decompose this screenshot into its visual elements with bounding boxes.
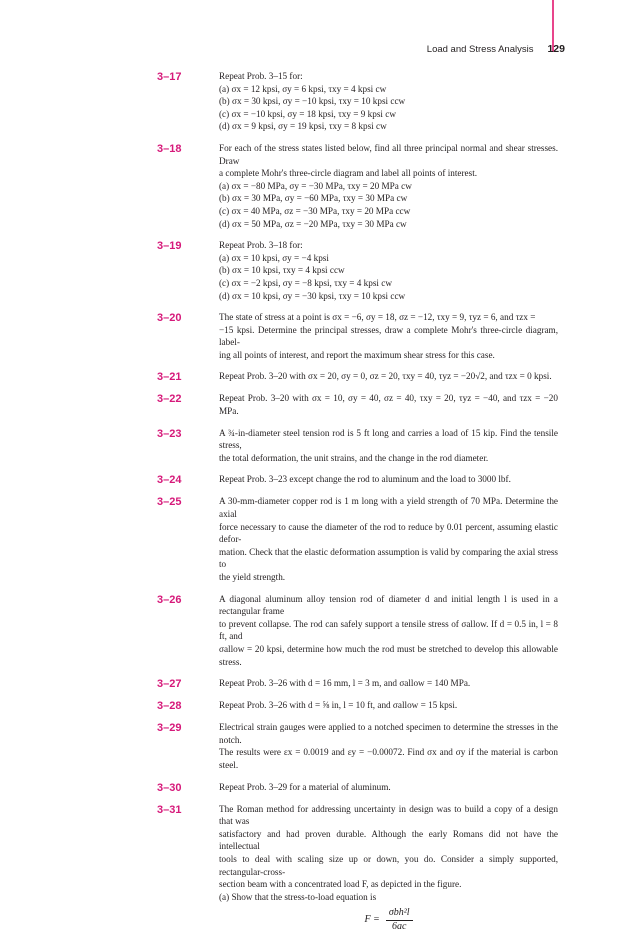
equation-numerator: σbh²l	[386, 907, 413, 921]
problem-line: Repeat Prob. 3–29 for a material of aluminum.	[219, 781, 391, 792]
problem-line: a complete Mohr's three-circle diagram and label all points of interest.	[219, 168, 478, 179]
problem-line: satisfactory and had proven durable. Although the early Romans did not have the intellectual	[219, 828, 558, 852]
problem-number: 3–21	[157, 371, 182, 384]
problem-line: ing all points of interest, and report the maximum shear stress for this case.	[219, 349, 495, 360]
problem-item	[143, 370, 558, 383]
problem-line: The Roman method for addressing uncertainty in design was to build a copy of a design that was	[219, 803, 558, 827]
problem-line: Repeat Prob. 3–18 for:	[219, 240, 303, 251]
problem-line: A diagonal aluminum alloy tension rod of diameter d and initial length l is used in a rectangular frame	[219, 593, 558, 617]
running-title: Load and Stress Analysis	[426, 44, 534, 55]
problem-number: 3–19	[157, 240, 182, 253]
problem-line: Repeat Prob. 3–23 except change the rod to aluminum and the load to 3000 lbf.	[219, 474, 511, 485]
problem-line: (d) σx = 50 MPa, σz = −20 MPa, τxy = 30 MPa cw	[219, 218, 407, 229]
problem-number: 3–27	[157, 678, 182, 691]
problem-item	[143, 677, 558, 690]
problem-line: Repeat Prob. 3–26 with d = ⅝ in, l = 10 ft, and σallow = 15 kpsi.	[219, 700, 458, 711]
problem-line: (c) σx = −2 kpsi, σy = −8 kpsi, τxy = 4 kpsi cw	[219, 277, 392, 288]
problem-text	[219, 370, 558, 383]
page-number: 129	[547, 43, 565, 55]
problem-text	[219, 677, 558, 690]
problem-item	[143, 593, 558, 669]
problem-number: 3–20	[157, 312, 182, 325]
problem-line: the yield strength.	[219, 572, 286, 582]
problem-line: (a) Show that the stress-to-load equation is	[219, 891, 377, 902]
problem-number: 3–23	[157, 427, 182, 440]
problem-line: (a) σx = 10 kpsi, σy = −4 kpsi	[219, 252, 329, 263]
problem-line: tools to deal with scaling size up or down, you do. Consider a simply supported, rectangular-cross-	[219, 853, 558, 877]
problem-line: to prevent collapse. The rod can safely support a tensile stress of σallow. If d = 0.5 in, l = 8 ft, and	[219, 618, 558, 642]
problem-line: A ¾-in-diameter steel tension rod is 5 ft long and carries a load of 15 kip. Find the tensile stress,	[219, 427, 558, 451]
stress-load-equation	[219, 907, 558, 933]
problem-line: (c) σx = −10 kpsi, σy = 18 kpsi, τxy = 9 kpsi cw	[219, 108, 396, 119]
problem-text	[219, 473, 558, 486]
equation-denominator: 6ac	[391, 920, 407, 932]
problem-text	[219, 593, 558, 669]
problem-line: The state of stress at a point is σx = −6, σy = 18, σz = −12, τxy = 9, τyz = 6, and τzx =	[219, 312, 536, 323]
problem-number: 3–24	[157, 474, 182, 487]
problem-line: (c) σx = 40 MPa, σz = −30 MPa, τxy = 20 MPa ccw	[219, 205, 411, 216]
problem-line: A 30-mm-diameter copper rod is 1 m long with a yield strength of 70 MPa. Determine the axial	[219, 496, 558, 520]
problem-line: (a) σx = 12 kpsi, σy = 6 kpsi, τxy = 4 kpsi cw	[219, 83, 387, 94]
problem-number: 3–28	[157, 700, 182, 713]
problem-text	[219, 392, 558, 417]
problem-line: −15 kpsi. Determine the principal stresses, draw a complete Mohr's three-circle diagram, label-	[219, 324, 558, 348]
problems-list	[143, 70, 558, 942]
problem-line: Repeat Prob. 3–20 with σx = 10, σy = 40, σz = 40, τxy = 20, τyz = −40, and τzx = −20 MPa.	[219, 393, 558, 417]
problem-number: 3–26	[157, 593, 182, 606]
equation-fraction	[386, 907, 413, 933]
problem-line: The results were εx = 0.0019 and εy = −0.00072. Find σx and σy if the material is carbon steel.	[219, 747, 558, 770]
problem-line: (d) σx = 9 kpsi, σy = 19 kpsi, τxy = 8 kpsi cw	[219, 121, 387, 132]
problem-text	[219, 239, 558, 302]
problem-item	[143, 239, 558, 302]
problem-line: (b) σx = 30 MPa, σy = −60 MPa, τxy = 30 MPa cw	[219, 193, 408, 204]
problem-item	[143, 142, 558, 230]
problem-number: 3–25	[157, 496, 182, 509]
problem-line: σallow = 20 kpsi, determine how much the rod must be stretched to develop this allowable stress.	[219, 643, 558, 667]
problem-item	[143, 721, 558, 771]
problem-text	[219, 70, 558, 133]
equation-lhs: F =	[364, 914, 380, 926]
problem-item	[143, 392, 558, 417]
problem-number: 3–22	[157, 393, 182, 406]
page-header	[427, 43, 565, 55]
problem-number: 3–31	[157, 803, 182, 816]
problem-item	[143, 495, 558, 583]
problem-number: 3–29	[157, 722, 182, 735]
problem-line: section beam with a concentrated load F, as depicted in the figure.	[219, 879, 462, 890]
problem-text	[219, 142, 558, 230]
problem-line: (b) σx = 30 kpsi, σy = −10 kpsi, τxy = 10 kpsi ccw	[219, 96, 406, 107]
problem-line: force necessary to cause the diameter of the rod to reduce by 0.01 percent, assuming elastic defor-	[219, 521, 558, 545]
problem-line: Repeat Prob. 3–26 with d = 16 mm, l = 3 m, and σallow = 140 MPa.	[219, 678, 471, 689]
problem-number: 3–17	[157, 71, 182, 83]
problem-item	[143, 70, 558, 133]
problem-line: For each of the stress states listed below, find all three principal normal and shear stresses. Draw	[219, 142, 558, 166]
problem-line: (b) σx = 10 kpsi, τxy = 4 kpsi ccw	[219, 265, 345, 276]
problem-item	[143, 699, 558, 712]
problem-line: mation. Check that the elastic deformation assumption is valid by comparing the axial stress to	[219, 546, 558, 570]
problem-line: (d) σx = 10 kpsi, σy = −30 kpsi, τxy = 10 kpsi ccw	[219, 290, 406, 301]
problem-line: the total deformation, the unit strains, and the change in the rod diameter.	[219, 452, 489, 463]
problem-line: (a) σx = −80 MPa, σy = −30 MPa, τxy = 20 MPa cw	[219, 180, 412, 191]
problem-number: 3–18	[157, 142, 182, 155]
problem-item	[143, 311, 558, 361]
problem-number: 3–30	[157, 781, 182, 794]
problem-item	[143, 781, 558, 794]
problem-text	[219, 781, 558, 794]
problem-text	[219, 699, 558, 712]
problem-item	[143, 803, 558, 934]
problem-line: Repeat Prob. 3–20 with σx = 20, σy = 0, σz = 20, τxy = 40, τyz = −20√2, and τzx = 0 kpsi.	[219, 371, 552, 382]
problem-text	[219, 311, 558, 361]
problem-text	[219, 721, 558, 771]
problem-item	[143, 427, 558, 465]
problem-line: Electrical strain gauges were applied to a notched specimen to determine the stresses in the notch.	[219, 722, 558, 745]
problem-text	[219, 803, 558, 934]
problem-text	[219, 495, 558, 583]
problem-line: Repeat Prob. 3–15 for:	[219, 71, 303, 81]
problem-item	[143, 473, 558, 486]
problem-text	[219, 427, 558, 465]
